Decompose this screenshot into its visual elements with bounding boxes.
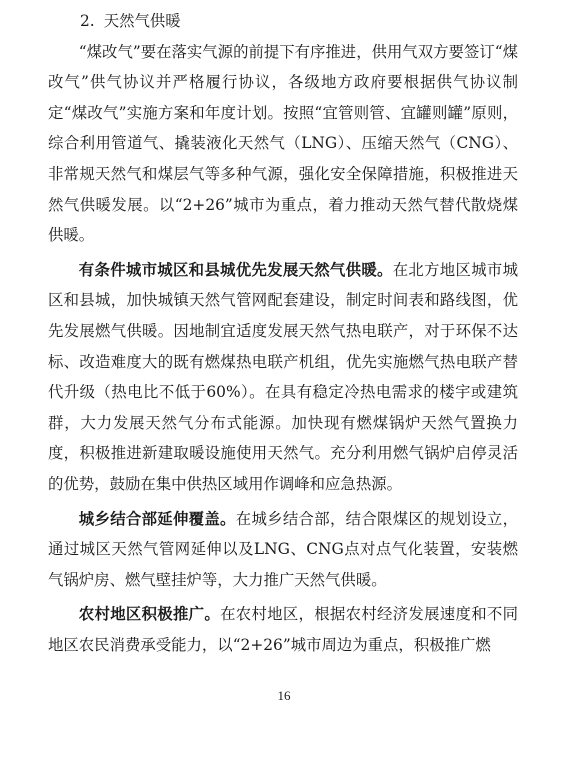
- paragraph-intro: [48, 37, 518, 251]
- paragraph-lead: 城乡结合部延伸覆盖。: [78, 509, 236, 528]
- paragraph-urban: [48, 255, 518, 500]
- paragraph-text: 在北方地区城市城区和县城，加快城镇天然气管网配套建设，制定时间表和路线图，优先发展燃气供暖。因地制宜适度发展天然气热电联产，对于环保不达标、改造难度大的既有燃煤热电联产机组，优先实施燃气热电联产替代升级（热电比不低于60%）。在具有稳定冷热电需求的楼宇或建筑群，大力发展天然气分布式能源。加快现有燃煤锅炉天然气置换力度，积极推进新建取暖设施使用天然气。充分利用燃气锅炉启停灵活的优势，鼓励在集中供热区域用作调峰和应急热源。: [48, 260, 518, 493]
- page-number: 16: [277, 688, 291, 703]
- section-number: 2.: [80, 12, 95, 30]
- paragraph-text: 在城乡结合部，结合限煤区的规划设立，通过城区天然气管网延伸以及LNG、CNG点对点气化装置，安装燃气锅炉房、燃气壁挂炉等，大力推广天然气供暖。: [48, 509, 518, 589]
- paragraph-text: 在农村地区，根据农村经济发展速度和不同地区农民消费承受能力，以“2+26”城市周边为重点，积极推广燃: [48, 605, 518, 654]
- section-title: 天然气供暖: [103, 12, 181, 30]
- section-heading: [48, 6, 518, 37]
- paragraph-suburban: [48, 504, 518, 596]
- paragraph-lead: 农村地区积极推广。: [78, 605, 221, 624]
- paragraph-rural: [48, 599, 518, 660]
- document-body: [48, 6, 518, 660]
- paragraph-text: “煤改气”要在落实气源的前提下有序推进，供用气双方要签订“煤改气”供气协议并严格履行协议，各级地方政府要根据供气协议制定“煤改气”实施方案和年度计划。按照“宜管则管、宜罐则罐”原则，综合利用管道气、撬装液化天然气（LNG）、压缩天然气（CNG）、非常规天然气和煤层气等多种气源，强化安全保障措施，积极推进天然气供暖发展。以“2+26”城市为重点，着力推动天然气替代散烧煤供暖。: [48, 42, 518, 245]
- paragraph-lead: 有条件城市城区和县城优先发展天然气供暖。: [78, 260, 393, 279]
